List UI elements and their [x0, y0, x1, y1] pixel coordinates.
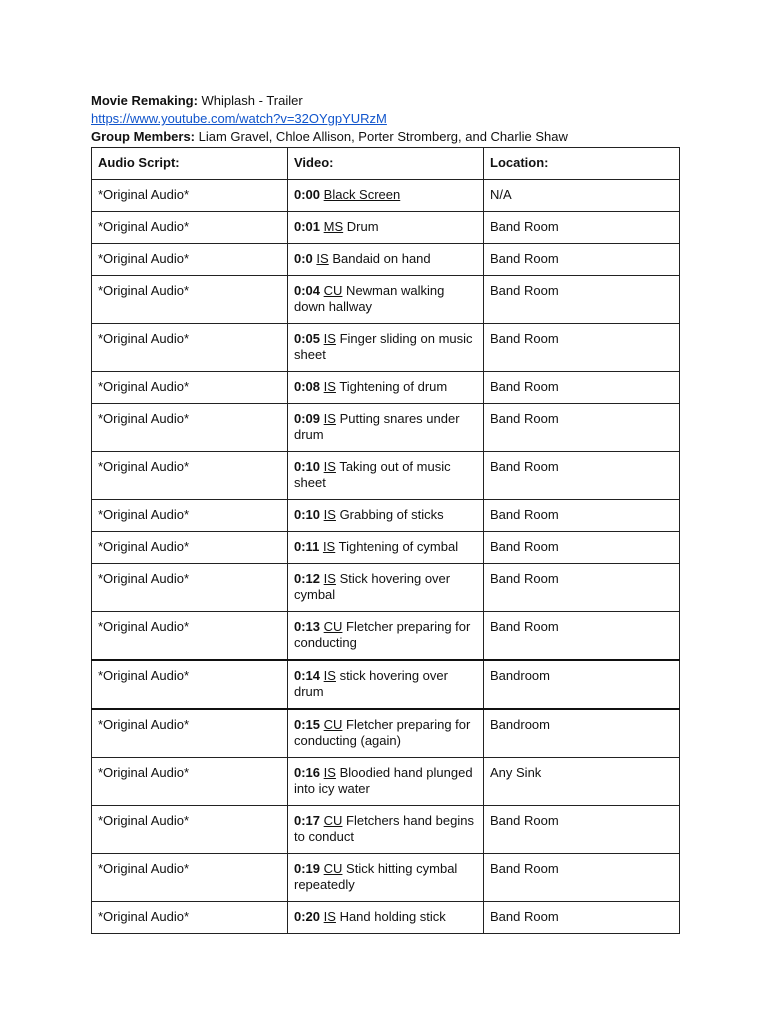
shot-description: Newman walking down hallway [294, 283, 445, 314]
shot-description: Stick hovering over cymbal [294, 571, 451, 602]
video-cell [288, 372, 484, 404]
video-cell [288, 180, 484, 212]
header-location: Location: [484, 148, 680, 180]
group-members-label: Group Members: [91, 129, 196, 144]
movie-title-line [91, 92, 679, 110]
location-cell: Band Room [484, 854, 680, 902]
location-cell: Band Room [484, 212, 680, 244]
audio-script-cell: *Original Audio* [92, 180, 288, 212]
audio-script-cell: *Original Audio* [92, 452, 288, 500]
group-members-value: Liam Gravel, Chloe Allison, Porter Stromberg, and Charlie Shaw [195, 129, 568, 144]
location-cell: Bandroom [484, 709, 680, 758]
table-row [92, 709, 680, 758]
audio-script-cell: *Original Audio* [92, 806, 288, 854]
shot-description: Tightening of cymbal [335, 539, 459, 554]
video-cell [288, 709, 484, 758]
timestamp: 0:04 [294, 283, 321, 298]
shot-description: Stick hitting cymbal repeatedly [294, 861, 458, 892]
video-cell [288, 404, 484, 452]
shot-type: CU [323, 283, 343, 298]
shot-type: IS [323, 571, 336, 586]
shot-description: stick hovering over drum [294, 668, 448, 699]
movie-title-label: Movie Remaking: [91, 93, 198, 108]
location-cell: Band Room [484, 276, 680, 324]
video-cell [288, 324, 484, 372]
table-row [92, 180, 680, 212]
shot-description: Black Screen [323, 187, 401, 202]
timestamp: 0:10 [294, 507, 321, 522]
location-cell: N/A [484, 180, 680, 212]
audio-script-cell: *Original Audio* [92, 709, 288, 758]
shot-type: IS [323, 507, 336, 522]
trailer-link[interactable]: https://www.youtube.com/watch?v=32OYgpYURzM [91, 111, 387, 126]
audio-script-cell: *Original Audio* [92, 612, 288, 661]
table-row [92, 404, 680, 452]
location-cell: Band Room [484, 404, 680, 452]
shot-description: Finger sliding on music sheet [294, 331, 473, 362]
location-cell: Band Room [484, 452, 680, 500]
video-cell [288, 902, 484, 934]
shot-type: IS [323, 331, 336, 346]
video-cell [288, 660, 484, 709]
shot-description: Hand holding stick [335, 909, 446, 924]
video-cell [288, 276, 484, 324]
audio-script-cell: *Original Audio* [92, 564, 288, 612]
document-page [91, 92, 679, 934]
shot-description: Fletcher preparing for conducting (again) [294, 717, 471, 748]
table-row [92, 612, 680, 661]
location-cell: Band Room [484, 532, 680, 564]
video-cell [288, 612, 484, 661]
location-cell: Bandroom [484, 660, 680, 709]
table-row [92, 324, 680, 372]
table-row [92, 660, 680, 709]
group-members-line [91, 128, 679, 146]
table-row [92, 532, 680, 564]
location-cell: Band Room [484, 902, 680, 934]
table-row [92, 806, 680, 854]
table-row [92, 758, 680, 806]
video-cell [288, 854, 484, 902]
table-row [92, 244, 680, 276]
audio-script-cell: *Original Audio* [92, 372, 288, 404]
table-header-row [92, 148, 680, 180]
shot-description: Bloodied hand plunged into icy water [294, 765, 473, 796]
shot-type: IS [323, 411, 336, 426]
shot-description: Fletchers hand begins to conduct [294, 813, 474, 844]
shot-description: Tightening of drum [335, 379, 448, 394]
header-audio-script: Audio Script: [92, 148, 288, 180]
movie-title-value: Whiplash - Trailer [197, 93, 303, 108]
timestamp: 0:08 [294, 379, 321, 394]
timestamp: 0:15 [294, 717, 321, 732]
audio-script-cell: *Original Audio* [92, 276, 288, 324]
location-cell: Band Room [484, 244, 680, 276]
audio-script-cell: *Original Audio* [92, 404, 288, 452]
location-cell: Band Room [484, 324, 680, 372]
shot-type: IS [316, 251, 329, 266]
video-cell [288, 758, 484, 806]
audio-script-cell: *Original Audio* [92, 324, 288, 372]
shot-type: IS [323, 909, 336, 924]
timestamp: 0:0 [294, 251, 313, 266]
shot-type: MS [323, 219, 344, 234]
timestamp: 0:19 [294, 861, 321, 876]
video-cell [288, 500, 484, 532]
timestamp: 0:05 [294, 331, 321, 346]
audio-script-cell: *Original Audio* [92, 212, 288, 244]
table-row [92, 854, 680, 902]
table-row [92, 564, 680, 612]
shot-type: IS [323, 459, 336, 474]
shot-type: IS [323, 765, 336, 780]
location-cell: Band Room [484, 564, 680, 612]
timestamp: 0:12 [294, 571, 321, 586]
location-cell: Any Sink [484, 758, 680, 806]
shot-type: IS [323, 668, 336, 683]
header-video: Video: [288, 148, 484, 180]
table-row [92, 276, 680, 324]
location-cell: Band Room [484, 372, 680, 404]
location-cell: Band Room [484, 500, 680, 532]
url-line [91, 110, 679, 128]
audio-script-cell: *Original Audio* [92, 854, 288, 902]
timestamp: 0:20 [294, 909, 321, 924]
audio-script-cell: *Original Audio* [92, 500, 288, 532]
video-cell [288, 244, 484, 276]
audio-script-cell: *Original Audio* [92, 660, 288, 709]
shot-type: CU [323, 619, 343, 634]
shot-type: CU [323, 813, 343, 828]
video-cell [288, 532, 484, 564]
shot-type: IS [323, 379, 336, 394]
timestamp: 0:17 [294, 813, 321, 828]
audio-script-cell: *Original Audio* [92, 244, 288, 276]
shot-description: Drum [343, 219, 379, 234]
timestamp: 0:09 [294, 411, 321, 426]
audio-script-cell: *Original Audio* [92, 532, 288, 564]
timestamp: 0:14 [294, 668, 321, 683]
timestamp: 0:00 [294, 187, 321, 202]
table-row [92, 372, 680, 404]
shot-description: Fletcher preparing for conducting [294, 619, 471, 650]
shot-description: Grabbing of sticks [335, 507, 444, 522]
table-row [92, 212, 680, 244]
video-cell [288, 452, 484, 500]
script-table [91, 147, 680, 934]
shot-type: CU [323, 717, 343, 732]
timestamp: 0:10 [294, 459, 321, 474]
shot-description: Taking out of music sheet [294, 459, 451, 490]
location-cell: Band Room [484, 612, 680, 661]
shot-description: Putting snares under drum [294, 411, 460, 442]
timestamp: 0:16 [294, 765, 321, 780]
table-row [92, 902, 680, 934]
location-cell: Band Room [484, 806, 680, 854]
timestamp: 0:13 [294, 619, 321, 634]
timestamp: 0:11 [294, 539, 320, 554]
video-cell [288, 564, 484, 612]
shot-description: Bandaid on hand [328, 251, 431, 266]
video-cell [288, 806, 484, 854]
timestamp: 0:01 [294, 219, 321, 234]
audio-script-cell: *Original Audio* [92, 758, 288, 806]
table-row [92, 500, 680, 532]
audio-script-cell: *Original Audio* [92, 902, 288, 934]
shot-type: IS [322, 539, 336, 554]
table-row [92, 452, 680, 500]
video-cell [288, 212, 484, 244]
shot-type: CU [323, 861, 343, 876]
